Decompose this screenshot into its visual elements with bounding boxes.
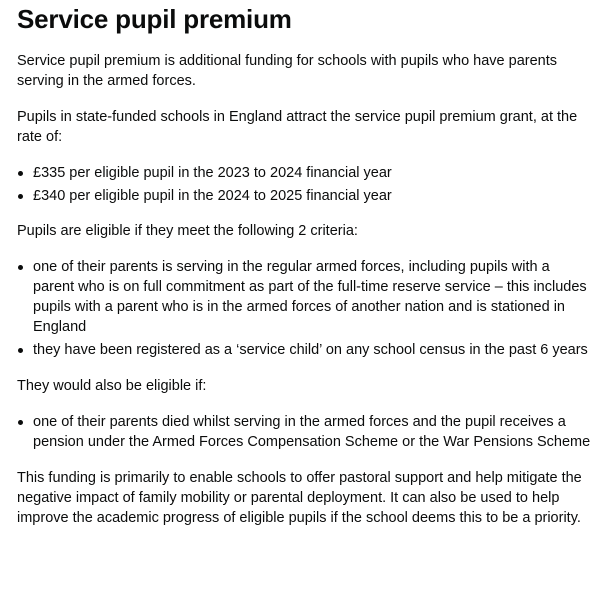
criteria-intro-paragraph: Pupils are eligible if they meet the following 2 criteria: bbox=[17, 223, 358, 239]
list-item: £335 per eligible pupil in the 2023 to 2024 financial year bbox=[17, 163, 593, 183]
list-item: one of their parents died whilst serving in the armed forces and the pupil receives a pension under the Armed Forces Compensation Scheme or the War Pensions Scheme bbox=[17, 412, 593, 452]
list-item: they have been registered as a ‘service child’ on any school census in the past 6 years bbox=[17, 340, 593, 360]
funding-paragraph: This funding is primarily to enable schools to offer pastoral support and help mitigate the negative impact of family mobility or parental deployment. It can also be used to help improve the academic progress of eligible pupils if the school deems this to be a priority. bbox=[17, 470, 582, 526]
page-title: Service pupil premium bbox=[17, 4, 292, 34]
rates-list bbox=[17, 163, 593, 206]
list-item: £340 per eligible pupil in the 2024 to 2025 financial year bbox=[17, 186, 593, 206]
also-eligible-list bbox=[17, 412, 593, 452]
main-content bbox=[17, 0, 593, 528]
list-item: one of their parents is serving in the regular armed forces, including pupils with a parent who is on full commitment as part of the full-time reserve service – this includes pupils with a parent who is in the armed forces of another nation and is stationed in England bbox=[17, 257, 593, 337]
criteria-list bbox=[17, 257, 593, 360]
intro-paragraph: Service pupil premium is additional funding for schools with pupils who have parents serving in the armed forces. bbox=[17, 53, 558, 89]
also-eligible-intro-paragraph: They would also be eligible if: bbox=[17, 378, 207, 394]
rate-intro-paragraph: Pupils in state-funded schools in England attract the service pupil premium grant, at the rate of: bbox=[17, 109, 578, 145]
